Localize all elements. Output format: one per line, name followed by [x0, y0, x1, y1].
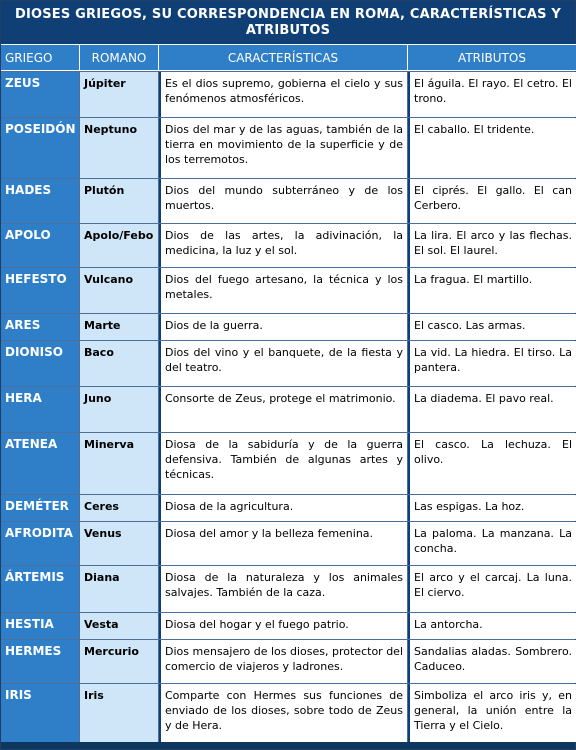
greek-name: DEMÉTER [1, 495, 80, 521]
roman-name: Baco [80, 341, 159, 386]
header-roman: ROMANO [80, 44, 159, 71]
roman-name: Venus [80, 522, 159, 565]
table-row [1, 639, 575, 683]
roman-name: Júpiter [80, 72, 159, 117]
table-row [1, 432, 575, 494]
table-row [1, 494, 575, 521]
table-row [1, 565, 575, 612]
attributes-text: El ciprés. El gallo. El can Cerbero. [408, 179, 576, 223]
attributes-text: La vid. La hiedra. El tirso. La pantera. [408, 341, 576, 386]
characteristics-text: Diosa de la naturaleza y los animales salvajes. También de la caza. [159, 566, 408, 612]
characteristics-text: Es el dios supremo, gobierna el cielo y sus fenómenos atmosféricos. [159, 72, 408, 117]
characteristics-text: Diosa de la agricultura. [159, 495, 408, 521]
characteristics-text: Diosa del hogar y el fuego patrio. [159, 613, 408, 639]
table-row [1, 313, 575, 340]
roman-name: Plutón [80, 179, 159, 223]
greek-name: ÁRTEMIS [1, 566, 80, 612]
greek-name: HADES [1, 179, 80, 223]
table-row [1, 117, 575, 178]
attributes-text: Las espigas. La hoz. [408, 495, 576, 521]
characteristics-text: Dios del vino y el banquete, de la fiesta y del teatro. [159, 341, 408, 386]
header-greek: GRIEGO [1, 44, 80, 71]
roman-name: Juno [80, 387, 159, 432]
roman-name: Minerva [80, 433, 159, 494]
attributes-text: La fragua. El martillo. [408, 268, 576, 313]
roman-name: Ceres [80, 495, 159, 521]
greek-name: HEFESTO [1, 268, 80, 313]
characteristics-text: Consorte de Zeus, protege el matrimonio. [159, 387, 408, 432]
table-row [1, 223, 575, 267]
roman-name: Marte [80, 314, 159, 340]
characteristics-text: Comparte con Hermes sus funciones de enviado de los dioses, sobre todo de Zeus y de Hera. [159, 684, 408, 742]
greek-name: HERMES [1, 640, 80, 683]
table-row [1, 612, 575, 639]
roman-name: Vulcano [80, 268, 159, 313]
table-row [1, 340, 575, 386]
table-row [1, 683, 575, 742]
roman-name: Neptuno [80, 118, 159, 178]
attributes-text: El caballo. El tridente. [408, 118, 576, 178]
roman-name: Vesta [80, 613, 159, 639]
attributes-text: La lira. El arco y las flechas. El sol. El laurel. [408, 224, 576, 267]
greek-name: IRIS [1, 684, 80, 742]
roman-name: Diana [80, 566, 159, 612]
attributes-text: Sandalias aladas. Sombrero. Caduceo. [408, 640, 576, 683]
greek-name: AFRODITA [1, 522, 80, 565]
characteristics-text: Dios del mar y de las aguas, también de la tierra en movimiento de la superficie y de los terremotos. [159, 118, 408, 178]
characteristics-text: Dios de las artes, la adivinación, la medicina, la luz y el sol. [159, 224, 408, 267]
attributes-text: El arco y el carcaj. La luna. El ciervo. [408, 566, 576, 612]
greek-name: ARES [1, 314, 80, 340]
attributes-text: El águila. El rayo. El cetro. El trono. [408, 72, 576, 117]
roman-name: Apolo/Febo [80, 224, 159, 267]
roman-name: Mercurio [80, 640, 159, 683]
attributes-text: La diadema. El pavo real. [408, 387, 576, 432]
characteristics-text: Diosa del amor y la belleza femenina. [159, 522, 408, 565]
header-row [1, 44, 575, 71]
attributes-text: El casco. La lechuza. El olivo. [408, 433, 576, 494]
table-row [1, 267, 575, 313]
greek-name: ZEUS [1, 72, 80, 117]
greek-name: ATENEA [1, 433, 80, 494]
attributes-text: La antorcha. [408, 613, 576, 639]
characteristics-text: Diosa de la sabiduría y de la guerra defensiva. También de algunas artes y técnicas. [159, 433, 408, 494]
characteristics-text: Dios mensajero de los dioses, protector del comercio de viajeros y ladrones. [159, 640, 408, 683]
characteristics-text: Dios del fuego artesano, la técnica y los metales. [159, 268, 408, 313]
attributes-text: La paloma. La manzana. La concha. [408, 522, 576, 565]
header-attributes: ATRIBUTOS [408, 44, 576, 71]
greek-name: DIONISO [1, 341, 80, 386]
characteristics-text: Dios del mundo subterráneo y de los muertos. [159, 179, 408, 223]
table-row [1, 178, 575, 223]
greek-name: HESTIA [1, 613, 80, 639]
greek-name: HERA [1, 387, 80, 432]
characteristics-text: Dios de la guerra. [159, 314, 408, 340]
table-row [1, 521, 575, 565]
attributes-text: Simboliza el arco iris y, en general, la unión entre la Tierra y el Cielo. [408, 684, 576, 742]
table-row [1, 71, 575, 117]
greek-name: APOLO [1, 224, 80, 267]
attributes-text: El casco. Las armas. [408, 314, 576, 340]
table-title: DIOSES GRIEGOS, SU CORRESPONDENCIA EN ROMA, CARACTERÍSTICAS Y ATRIBUTOS [1, 1, 575, 44]
table-row [1, 386, 575, 432]
roman-name: Iris [80, 684, 159, 742]
greek-name: POSEIDÓN [1, 118, 80, 178]
header-characteristics: CARACTERÍSTICAS [159, 44, 408, 71]
